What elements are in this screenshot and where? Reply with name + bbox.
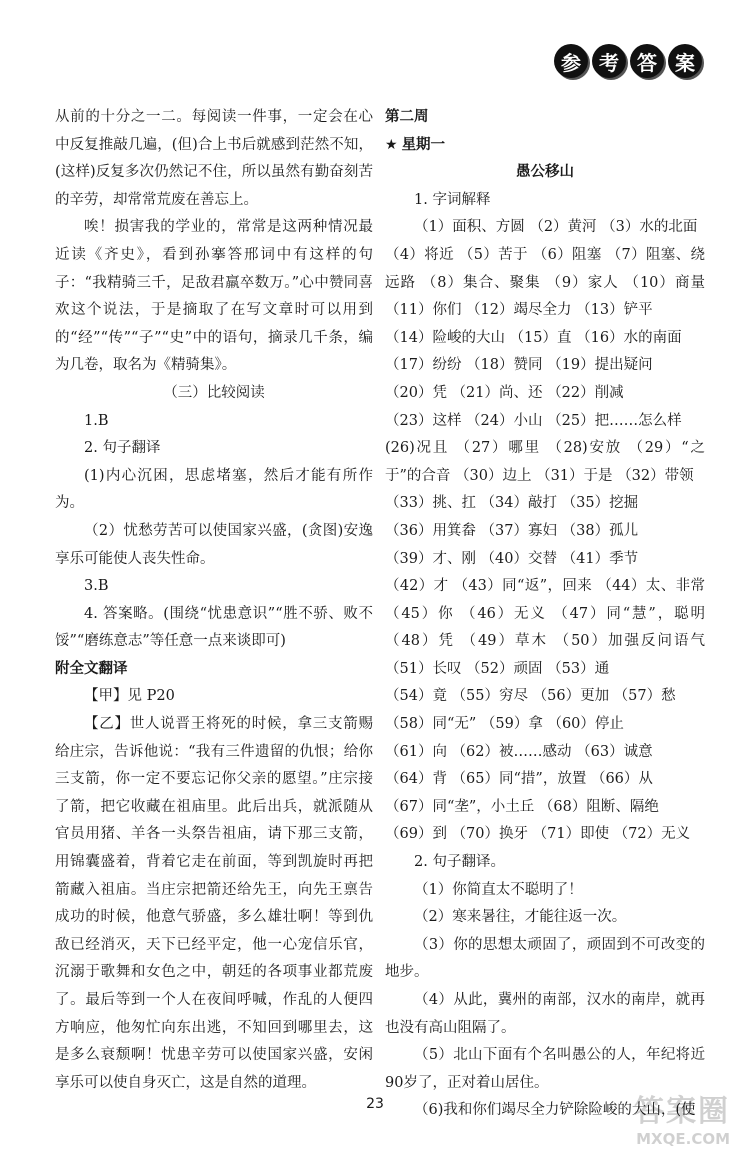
left-paragraph xyxy=(55,573,373,601)
right-text: （3）你的思想太顽固了，顽固到不可改变的地步。 xyxy=(385,936,705,981)
left-paragraph xyxy=(55,711,373,1097)
watermark-text: 答案圈 xyxy=(634,1094,730,1129)
left-text: (1)内心沉困，思虑堵塞，然后才能有所作为。 xyxy=(55,467,373,512)
left-paragraph xyxy=(55,518,373,573)
right-text: （1）面积、方圆 （2）黄河 （3）水的北面 xyxy=(414,219,698,236)
right-text: （33）挑、扛 （34）敲打 （35）挖掘 xyxy=(385,495,639,512)
right-text: （54）竟 （55）穷尽 （56）更加 （57）愁 xyxy=(385,688,676,705)
right-paragraph xyxy=(385,490,705,518)
right-paragraph xyxy=(385,159,705,187)
left-text: 【甲】见 P20 xyxy=(84,688,175,705)
right-paragraph xyxy=(385,711,705,739)
right-paragraph xyxy=(385,794,705,822)
right-paragraph xyxy=(385,518,705,546)
right-text: （23）这样 （24）小山 （25）把……怎么样 xyxy=(385,412,682,429)
right-text: 2. 句子翻译。 xyxy=(414,854,505,871)
right-paragraph xyxy=(385,683,705,711)
banner-char: 答 xyxy=(630,44,664,78)
left-paragraph xyxy=(55,601,373,656)
right-paragraph xyxy=(385,821,705,849)
right-text: （36）用箕畚 （37）寡妇 （38）孤儿 xyxy=(385,522,639,539)
left-column xyxy=(55,104,373,1097)
right-text: （14）险峻的大山 （15）直 （16）水的南面 xyxy=(385,329,682,346)
right-text: (26)况且 （27）哪里 （28)安放 （29）“之于”的合音 （30）边上 （31）于是 （32）带领 xyxy=(385,440,705,484)
left-paragraph xyxy=(55,435,373,463)
right-paragraph xyxy=(385,214,705,242)
left-text: 4. 答案略。(围绕“忧患意识”“胜不骄、败不馁”“磨练意志”等任意一点来谈即可) xyxy=(55,605,373,650)
page-number: 23 xyxy=(366,1096,384,1112)
right-paragraph xyxy=(385,187,705,215)
left-text: （2）忧愁劳苦可以使国家兴盛，(贪图)安逸享乐可能使人丧失性命。 xyxy=(55,522,373,567)
banner-char: 考 xyxy=(592,44,626,78)
left-text: 【乙】世人说晋王将死的时候，拿三支箭赐给庄宗，告诉他说：“我有三件遗留的仇恨；给你三支箭，你一定不要忘记你父亲的愿望。”庄宗接了箭，把它收藏在祖庙里。此后出兵，就派随从官员用猪、羊各一头祭告祖庙，请下那三支箭，用锦囊盛着，背着它走在前面，等到凯旋时再把箭藏入祖庙。当庄宗把箭还给先王，向先王禀告成功的时候，他意气骄盛，多么雄壮啊！等到仇敌已经消灭，天下已经平定，他一心宠信乐官，沉溺于歌舞和女色之中，朝廷的各项事业都荒废了。最后等到一个人在夜间呼喊，作乱的人便四方响应，他匆忙向东出逃，不知回到哪里去，这是多么衰颓啊！忧患辛劳可以使国家兴盛，安闲享乐可以使自身灭亡，这是自然的道理。 xyxy=(55,716,373,1091)
right-text: 星期一 xyxy=(401,136,446,153)
right-paragraph xyxy=(385,573,705,683)
left-text: 唉！损害我的学业的，常常是这两种情况最近读《齐史》，看到孙搴答邢词中有这样的句子：“我精骑三千，足敌君羸卒数万。”心中赞同喜欢这个说法，于是摘取了在写文章时可以用到的“经”“传”“子”“史”中的语句，摘录几千条，编为几卷，取名为《精骑集》。 xyxy=(55,219,373,374)
right-text: （6)我和你们竭尽全力铲除险峻的大山，(使 xyxy=(414,1102,696,1119)
right-paragraph xyxy=(385,766,705,794)
left-text: 附全文翻译 xyxy=(55,660,128,677)
right-paragraph xyxy=(385,849,705,877)
right-text: （64）背 （65）同“措”，放置 （66）从 xyxy=(385,771,653,788)
left-paragraph xyxy=(55,104,373,214)
left-text: 2. 句子翻译 xyxy=(84,440,161,457)
left-text: （三）比较阅读 xyxy=(163,384,265,401)
star-icon: ★ xyxy=(385,136,398,153)
right-text: （1）你简直太不聪明了！ xyxy=(414,881,583,898)
right-text: （4）将近 （5）苦于 （6）阻塞 （7）阻塞、绕远路 （8）集合、聚集 （9）家人 （10）商量 （11）你们 （12）竭尽全力 （13）铲平 xyxy=(385,246,705,319)
right-text: （17）纷纷 （18）赞同 （19）提出疑问 xyxy=(385,357,653,374)
left-paragraph xyxy=(55,463,373,518)
right-text: （61）向 （62）被……感动 （63）诚意 xyxy=(385,743,653,760)
right-text: 愚公移山 xyxy=(516,164,574,181)
right-paragraph xyxy=(385,408,705,436)
left-text: 从前的十分之一二。每阅读一件事，一定会在心中反复推敲几遍，(但)合上书后就感到茫然不知，(这样)反复多次仍然记不住，所以虽然有勤奋刻苦的辛劳，却常常荒废在善忘上。 xyxy=(55,109,373,208)
right-text: （42）才 （43）同“返”，回来 （44）太、非常 （45）你 （46）无义 （47）同“慧”，聪明 （48）凭 （49）草木 （50）加强反问语气 （51）长叹 （52）顽固 （53）通 xyxy=(385,578,705,677)
right-paragraph xyxy=(385,352,705,380)
right-paragraph xyxy=(385,546,705,574)
right-text: （67）同“垄”，小土丘 （68）阻断、隔绝 xyxy=(385,798,659,815)
right-paragraph xyxy=(385,132,705,160)
right-text: （5）北山下面有个名叫愚公的人，年纪将近90岁了，正对着山居住。 xyxy=(385,1047,705,1091)
left-paragraph xyxy=(55,683,373,711)
answer-key-banner xyxy=(554,44,702,78)
watermark-logo xyxy=(590,1086,730,1148)
right-paragraph xyxy=(385,877,705,905)
right-paragraph xyxy=(385,242,705,325)
watermark-url: MXQE.COM xyxy=(636,1130,730,1148)
left-paragraph xyxy=(55,214,373,380)
right-paragraph xyxy=(385,104,705,132)
right-paragraph xyxy=(385,739,705,767)
right-paragraph xyxy=(385,932,705,987)
right-paragraph xyxy=(385,380,705,408)
left-paragraph xyxy=(55,380,373,408)
right-text: 1. 字词解释 xyxy=(414,191,491,208)
right-text: 第二周 xyxy=(385,109,429,125)
left-paragraph xyxy=(55,408,373,436)
right-paragraph xyxy=(385,987,705,1042)
left-text: 1.B xyxy=(84,412,109,429)
right-text: （69）到 （70）换牙 （71）即使 （72）无义 xyxy=(385,826,691,843)
banner-char: 案 xyxy=(668,44,702,78)
right-text: （2）寒来暑往，才能往返一次。 xyxy=(414,909,627,926)
right-text: （58）同“无” （59）拿 （60）停止 xyxy=(385,716,624,733)
right-paragraph xyxy=(385,325,705,353)
right-text: （39）才、刚 （40）交替 （41）季节 xyxy=(385,550,639,567)
banner-char: 参 xyxy=(554,44,588,78)
left-text: 3.B xyxy=(84,578,109,595)
right-paragraph xyxy=(385,435,705,490)
right-text: （20）凭 （21）尚、还 （22）削减 xyxy=(385,384,624,401)
left-paragraph xyxy=(55,656,373,684)
right-paragraph xyxy=(385,904,705,932)
right-column xyxy=(385,104,705,1125)
right-text: （4）从此，冀州的南部，汉水的南岸，就再也没有高山阻隔了。 xyxy=(385,992,705,1036)
